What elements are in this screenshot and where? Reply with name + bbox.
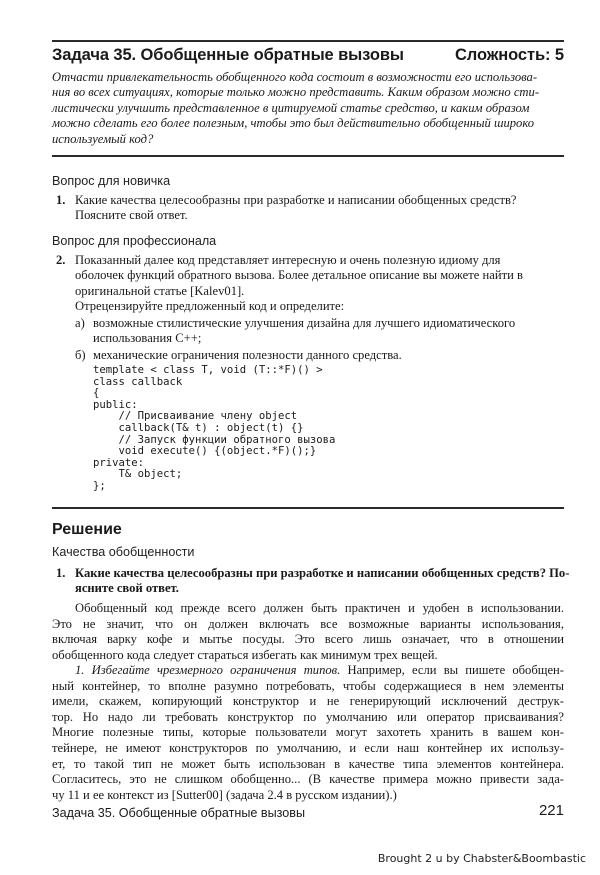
paragraph-line: тейнере, не имеют конструкторов по умолчанию, и если наш контейнер их использу- [52,740,564,755]
pro-question-line: оригинальной статье [Kalev01]. [75,283,245,298]
novice-heading: Вопрос для новичка [52,174,171,188]
paragraph-line: ный контейнер, то вполне разумно потребовать, чтобы содержащиеся в нем элементы [52,678,564,693]
item-a-line: использования С++; [93,331,202,346]
intro-line: Отчасти привлекательность обобщенного кода состоит в возможности его использова- [52,70,538,84]
novice-question-number: 1. [56,193,66,207]
solution-title: Решение [52,521,122,538]
paragraph-line: включая варку кофе и мытье посуды. Это всего лишь означает, что в отношении [52,632,564,647]
paragraph-line: чу 11 и ее контекст из [Sutter00] (задача 2.4 в русском издании).) [52,787,397,802]
pro-heading: Вопрос для профессионала [52,234,217,248]
pro-question [75,253,564,315]
paragraph-text: Например, если вы пишете обобщен- [340,663,564,677]
pro-question-number: 2. [56,253,66,267]
paragraph-line: Многие полезные типы, которые пользователи могут захотеть хранить в вашем кон- [52,725,564,740]
pro-question-line: оболочек функций обратного вызова. Более детальное описание вы можете найти в [75,268,523,283]
paragraph-line: тор. Но надо ли требовать конструктор по умолчанию или оператор присваивания? [52,709,564,724]
paragraph-emphasis: 1. Избегайте чрезмерного ограничения типов. [75,663,341,677]
running-footer: Задача 35. Обобщенные обратные вызовы [52,806,306,820]
intro-line: листически улучшить представленное в цитируемой статье средство, и каким образом [52,100,530,115]
solution-rule [52,507,564,509]
intro-rule [52,155,564,157]
item-b-label: б) [75,348,86,362]
top-rule [52,40,564,42]
solution-paragraph-1 [52,601,564,663]
item-b [93,348,564,363]
task-header [52,46,564,65]
difficulty-label: Сложность: 5 [454,46,564,64]
intro-line: можно сделать его более полезным, чтобы это был действительно обобщенный широко [52,116,535,131]
task-intro [52,70,564,147]
novice-question-line: Поясните свой ответ. [75,208,188,223]
paragraph-line [52,663,564,679]
pro-instruction: Отрецензируйте предложенный код и определите: [75,299,345,314]
solution-question-line: ясните свой ответ. [75,581,179,596]
novice-question-line: Какие качества целесообразны при разработке и написании обобщенных средств? [75,193,517,207]
task-title: Задача 35. Обобщенные обратные вызовы [52,46,404,64]
solution-question-line: Какие качества целесообразны при разработке и написании обобщенных средств? По- [75,566,570,580]
intro-line: ния во всех ситуациях, которые только можно представить. Каким образом можно сти- [52,85,540,100]
item-a-label: а) [75,316,85,330]
solution-question [75,566,570,597]
code-listing: template < class T, void (T::*F)() > class callback { public: // Присваивание члену object callback(T& t) : object(t) {} // Запуск функции обратного вызова void execute() {(object.*F)();} private: T& object; }; [93,364,336,492]
paragraph-line: обобщенного кода следует стараться избегать как минимум трех вещей. [52,647,438,662]
item-a-line: возможные стилистические улучшения дизайна для лучшего идиоматического [93,316,516,330]
intro-line: используемый код? [52,131,154,146]
item-b-text: механические ограничения полезности данного средства. [93,348,402,362]
page-number: 221 [538,802,564,819]
solution-subheading: Качества обобщенности [52,545,195,559]
paragraph-line: имели, скажем, копирующий конструктор и не генерирующий исключений деструк- [52,694,564,709]
paragraph-line: Обобщенный код прежде всего должен быть практичен и удобен в использовании. [75,601,564,615]
solution-paragraph-2 [52,663,564,803]
paragraph-line: Это не значит, что он должен включать все возможные варианты использования, [52,616,564,631]
novice-question [75,193,564,224]
paragraph-line: ет, то такой тип не может быть использован в качестве типа элементов контейнера. [52,756,564,771]
paragraph-line: Согласитесь, это не слишком обобщенно... (В качестве примера можно привести зада- [52,772,564,787]
pro-question-line: Показанный далее код представляет интересную и очень полезную идиому для [75,253,501,267]
item-a [93,316,564,347]
scan-credit: Brought 2 u by Chabster&Boombastic [377,852,586,865]
solution-question-number: 1. [56,566,66,580]
